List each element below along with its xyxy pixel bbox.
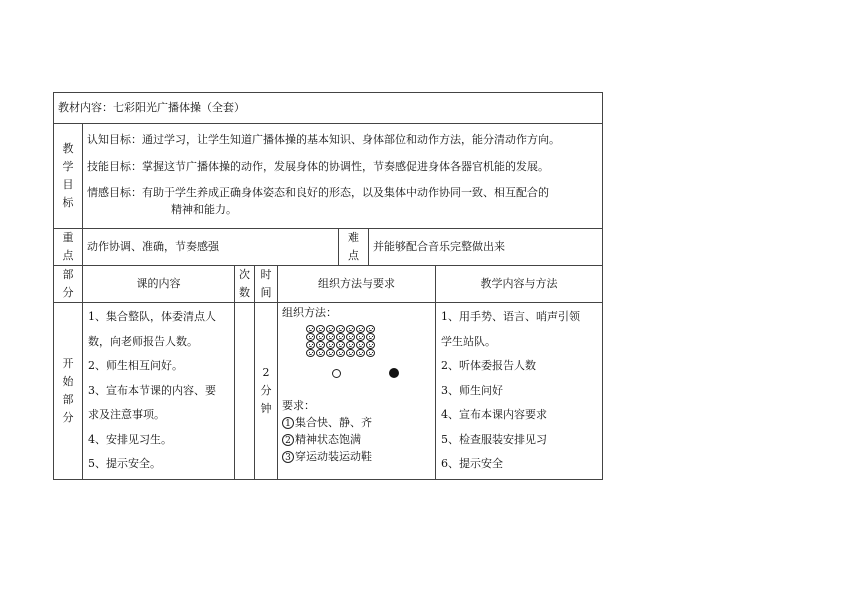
smiley-face-icon bbox=[326, 333, 335, 341]
requirement-text: 穿运动装运动鞋 bbox=[295, 450, 372, 463]
smiley-face-icon bbox=[356, 333, 365, 341]
header-time bbox=[255, 266, 278, 303]
student-formation bbox=[306, 325, 376, 357]
teaching-method-list bbox=[436, 303, 603, 480]
teaching-method-item: 6、提示安全 bbox=[441, 457, 503, 470]
smiley-face-icon bbox=[366, 325, 375, 333]
skill-goal: 技能目标：掌握这节广播体操的动作，发展身体的协调性，节奏感促进身体各器官机能的发展。 bbox=[87, 159, 549, 173]
hollow-circle-icon bbox=[332, 369, 341, 378]
time-char: 钟 bbox=[260, 401, 272, 415]
smiley-face-icon bbox=[346, 325, 355, 333]
circled-number-icon: 2 bbox=[282, 434, 294, 446]
smiley-face-icon bbox=[356, 341, 365, 349]
key-point-label-char: 重 bbox=[62, 231, 74, 244]
time-char: 分 bbox=[260, 383, 272, 397]
header-count-char: 数 bbox=[239, 286, 250, 299]
header-part-char: 部 bbox=[62, 268, 74, 281]
count-cell bbox=[235, 303, 255, 480]
organization-cell bbox=[278, 303, 436, 480]
key-point-text: 动作协调、准确，节奏感强 bbox=[83, 229, 339, 266]
smiley-face-icon bbox=[366, 349, 375, 357]
lesson-content-item: 1、集合整队，体委清点人 bbox=[88, 310, 216, 323]
difficulty-label bbox=[339, 229, 369, 266]
teaching-method-item: 学生站队。 bbox=[441, 334, 496, 348]
teaching-method-item: 2、听体委报告人数 bbox=[441, 359, 536, 372]
requirements-block bbox=[282, 397, 372, 465]
affective-goal-continued: 精神和能力。 bbox=[171, 202, 237, 216]
material-content-title: 教材内容：七彩阳光广播体操（全套） bbox=[54, 93, 603, 124]
smiley-face-icon bbox=[306, 333, 315, 341]
smiley-face-icon bbox=[336, 325, 345, 333]
header-lesson-content: 课的内容 bbox=[83, 266, 235, 303]
start-part-char: 部 bbox=[62, 392, 74, 406]
requirements-label: 要求： bbox=[282, 399, 315, 412]
smiley-face-icon bbox=[316, 341, 325, 349]
requirement-text: 集合快、静、齐 bbox=[295, 416, 372, 429]
lesson-plan-table bbox=[53, 92, 603, 480]
smiley-face-icon bbox=[316, 349, 325, 357]
requirement-text: 精神状态饱满 bbox=[295, 433, 361, 446]
time-char: 2 bbox=[262, 365, 270, 379]
start-part-char: 开 bbox=[62, 356, 74, 370]
requirement-item bbox=[282, 448, 372, 465]
goals-label-char: 教 bbox=[62, 142, 74, 155]
header-part bbox=[54, 266, 83, 303]
smiley-face-icon bbox=[346, 341, 355, 349]
difficulty-label-char: 难 bbox=[348, 231, 359, 244]
start-part-char: 始 bbox=[62, 374, 74, 388]
circled-number-icon: 3 bbox=[282, 451, 294, 463]
header-count-char: 次 bbox=[239, 268, 250, 281]
smiley-face-icon bbox=[326, 349, 335, 357]
lesson-content-item: 2、师生相互问好。 bbox=[88, 359, 183, 372]
smiley-face-icon bbox=[316, 325, 325, 333]
circled-number-icon: 1 bbox=[282, 417, 294, 429]
difficulty-text: 并能够配合音乐完整做出来 bbox=[369, 229, 603, 266]
organization-method-label: 组织方法： bbox=[282, 306, 337, 319]
requirement-item bbox=[282, 431, 372, 448]
smiley-face-icon bbox=[366, 341, 375, 349]
header-time-char: 间 bbox=[260, 286, 272, 299]
goals-label-char: 学 bbox=[62, 160, 74, 173]
teaching-method-item: 5、检查服装安排见习 bbox=[441, 432, 547, 446]
teaching-method-item: 4、宣布本课内容要求 bbox=[441, 408, 547, 421]
smiley-face-icon bbox=[326, 341, 335, 349]
smiley-face-icon bbox=[366, 333, 375, 341]
lesson-content-item: 5、提示安全。 bbox=[88, 457, 161, 470]
smiley-face-icon bbox=[306, 341, 315, 349]
goals-label bbox=[54, 124, 83, 229]
smiley-face-icon bbox=[346, 333, 355, 341]
filled-circle-icon bbox=[389, 368, 399, 378]
key-point-label bbox=[54, 229, 83, 266]
header-teaching-method: 教学内容与方法 bbox=[436, 266, 603, 303]
teaching-method-item: 3、师生问好 bbox=[441, 383, 503, 397]
goals-content bbox=[83, 124, 603, 229]
smiley-face-icon bbox=[356, 325, 365, 333]
smiley-face-icon bbox=[336, 341, 345, 349]
smiley-face-icon bbox=[336, 349, 345, 357]
lesson-content-list bbox=[83, 303, 235, 480]
smiley-face-icon bbox=[356, 349, 365, 357]
teaching-method-item: 1、用手势、语言、哨声引领 bbox=[441, 310, 580, 323]
header-organization: 组织方法与要求 bbox=[278, 266, 436, 303]
smiley-face-icon bbox=[346, 349, 355, 357]
lesson-content-item: 3、宣布本节课的内容、要 bbox=[88, 383, 216, 397]
smiley-face-icon bbox=[326, 325, 335, 333]
smiley-face-icon bbox=[306, 325, 315, 333]
requirement-item bbox=[282, 414, 372, 431]
start-part-char: 分 bbox=[62, 410, 74, 424]
goals-label-char: 目 bbox=[62, 178, 74, 191]
lesson-content-item: 4、安排见习生。 bbox=[88, 432, 172, 446]
lesson-content-item: 求及注意事项。 bbox=[88, 408, 165, 421]
time-cell bbox=[255, 303, 278, 480]
header-time-char: 时 bbox=[260, 268, 272, 281]
affective-goal: 情感目标：有助于学生养成正确身体姿态和良好的形态，以及集体中动作协同一致、相互配合的 bbox=[87, 186, 549, 199]
lesson-content-item: 数，向老师报告人数。 bbox=[88, 334, 198, 348]
key-point-label-char: 点 bbox=[62, 249, 74, 262]
smiley-face-icon bbox=[306, 349, 315, 357]
cognitive-goal: 认知目标：通过学习，让学生知道广播体操的基本知识、身体部位和动作方法，能分清动作方向。 bbox=[87, 133, 560, 146]
difficulty-label-char: 点 bbox=[348, 249, 359, 262]
smiley-face-icon bbox=[316, 333, 325, 341]
header-count bbox=[235, 266, 255, 303]
smiley-face-icon bbox=[336, 333, 345, 341]
header-part-char: 分 bbox=[62, 286, 74, 299]
goals-label-char: 标 bbox=[62, 196, 74, 209]
start-part-label bbox=[54, 303, 83, 480]
